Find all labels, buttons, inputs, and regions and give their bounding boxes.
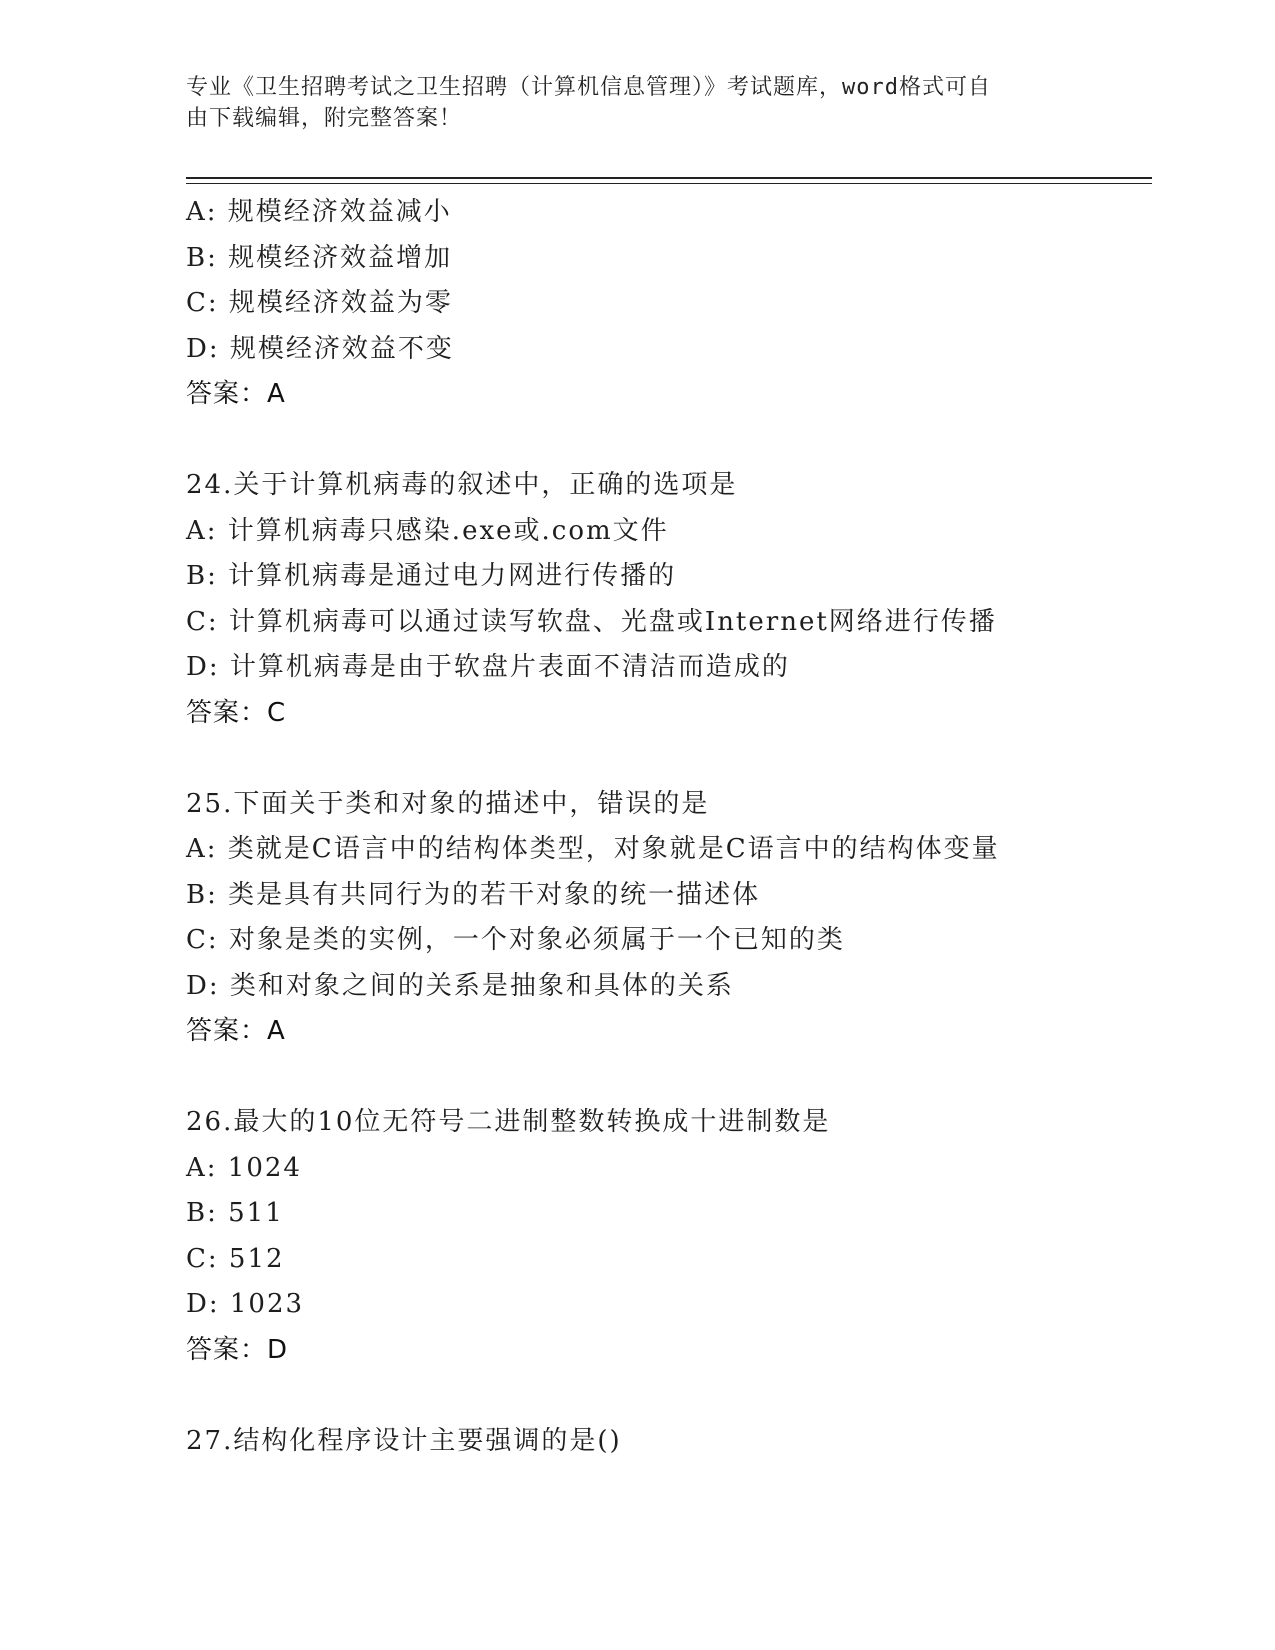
header-divider-thin [186,183,1152,184]
spacer [186,1373,1186,1419]
question-text: 25.下面关于类和对象的描述中，错误的是 [186,788,710,819]
option-a: A: 1024 [186,1152,302,1183]
option-d: D: 计算机病毒是由于软盘片表面不清洁而造成的 [186,652,790,682]
question-24 [186,463,1186,736]
option-d: D: 1023 [186,1289,305,1319]
question-list [186,190,1186,1464]
option-b: B: 511 [186,1198,284,1228]
question-27 [186,1419,1186,1465]
answer: 答案：D [186,1334,289,1365]
option-b: B: 规模经济效益增加 [186,242,453,273]
option-a: A: 类就是C语言中的结构体类型，对象就是C语言中的结构体变量 [186,834,1000,864]
answer: 答案：A [186,1016,286,1046]
option-b: B: 计算机病毒是通过电力网进行传播的 [186,561,677,591]
option-d: D: 类和对象之间的关系是抽象和具体的关系 [186,970,734,1001]
answer: 答案：A [186,379,286,409]
document-header [186,72,1066,134]
spacer [186,1055,1186,1101]
option-d: D: 规模经济效益不变 [186,333,454,364]
question-text: 27.结构化程序设计主要强调的是() [186,1425,622,1456]
question-text: 26.最大的10位无符号二进制整数转换成十进制数是 [186,1107,831,1137]
option-a: A: 规模经济效益减小 [186,197,452,227]
spacer [186,418,1186,464]
option-a: A: 计算机病毒只感染.exe或.com文件 [186,515,669,546]
question-26 [186,1100,1186,1373]
question-25 [186,782,1186,1055]
header-divider-thick [186,177,1152,179]
question-23 [186,190,1186,418]
option-c: C: 512 [186,1243,285,1274]
option-c: C: 对象是类的实例，一个对象必须属于一个已知的类 [186,925,845,955]
answer: 答案：C [186,697,287,728]
header-line-2: 由下载编辑，附完整答案！ [186,106,463,131]
option-b: B: 类是具有共同行为的若干对象的统一描述体 [186,879,761,910]
spacer [186,736,1186,782]
option-c: C: 规模经济效益为零 [186,288,453,318]
option-c: C: 计算机病毒可以通过读写软盘、光盘或Internet网络进行传播 [186,606,997,637]
question-text: 24.关于计算机病毒的叙述中，正确的选项是 [186,470,738,500]
header-line-1: 专业《卫生招聘考试之卫生招聘（计算机信息管理）》考试题库，word格式可自 [186,75,991,100]
